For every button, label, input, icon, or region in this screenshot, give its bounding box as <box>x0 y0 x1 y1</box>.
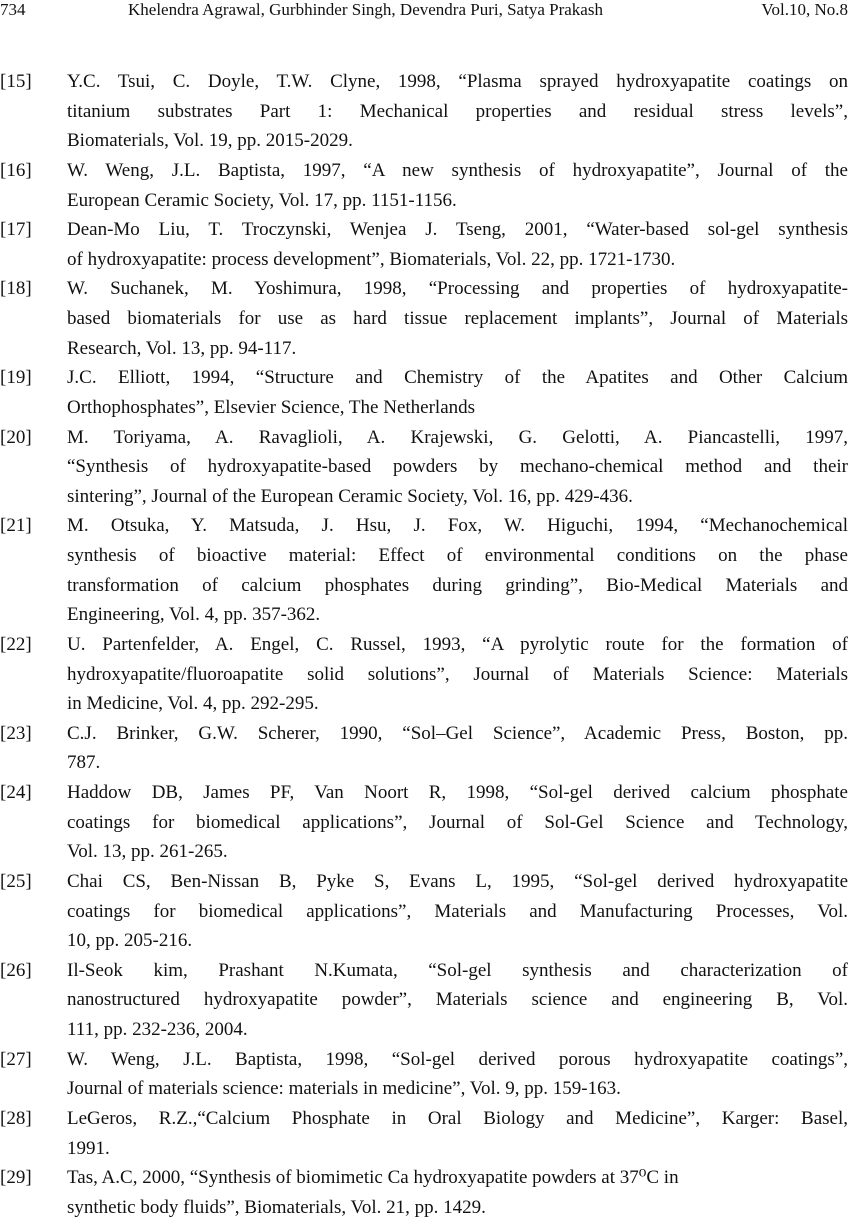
reference-text-line: Journal of materials science: materials in medicine”, Vol. 9, pp. 159-163. <box>67 1078 621 1100</box>
reference-item <box>0 630 848 719</box>
reference-text-line: J.C. Elliott, 1994, “Structure and Chemistry of the Apatites and Other Calcium <box>67 367 848 389</box>
reference-text-line: Orthophosphates”, Elsevier Science, The Netherlands <box>67 396 476 418</box>
reference-number: [19] <box>0 367 32 389</box>
reference-number: [16] <box>0 159 32 181</box>
reference-text-line: synthesis of bioactive material: Effect of environmental conditions on the phase <box>67 545 848 566</box>
reference-item <box>0 778 848 867</box>
reference-text-line: nanostructured hydroxyapatite powder”, Materials science and engineering B, Vol. <box>67 989 848 1011</box>
reference-text-line: 787. <box>67 752 101 774</box>
reference-text-line: European Ceramic Society, Vol. 17, pp. 1151-1156. <box>67 189 457 211</box>
header-authors: Khelendra Agrawal, Gurbhinder Singh, Devendra Puri, Satya Prakash <box>128 0 603 19</box>
reference-text-line: W. Weng, J.L. Baptista, 1997, “A new synthesis of hydroxyapatite”, Journal of the <box>67 159 848 181</box>
reference-text-line: in Medicine, Vol. 4, pp. 292-295. <box>67 693 319 715</box>
reference-number: [15] <box>0 71 32 92</box>
reference-number: [20] <box>0 426 32 448</box>
reference-list <box>0 67 848 1222</box>
reference-item <box>0 363 848 422</box>
reference-text-line: Engineering, Vol. 4, pp. 357-362. <box>67 604 321 626</box>
reference-number: [21] <box>0 515 32 537</box>
reference-text-line: coatings for biomedical applications”, Journal of Sol-Gel Science and Technology, <box>67 811 848 833</box>
reference-number: [23] <box>0 722 32 744</box>
reference-item <box>0 156 848 215</box>
reference-text-line: coatings for biomedical applications”, Materials and Manufacturing Processes, Vol. <box>67 900 848 922</box>
reference-text-line: hydroxyapatite/fluoroapatite solid solutions”, Journal of Materials Science: Materials <box>67 663 848 685</box>
reference-item <box>0 956 848 1045</box>
reference-item <box>0 1045 848 1104</box>
reference-item <box>0 719 848 778</box>
reference-number: [26] <box>0 959 32 981</box>
reference-item <box>0 1104 848 1163</box>
reference-text-line: sintering”, Journal of the European Ceramic Society, Vol. 16, pp. 429-436. <box>67 485 633 507</box>
reference-text-line: Y.C. Tsui, C. Doyle, T.W. Clyne, 1998, “Plasma sprayed hydroxyapatite coatings on <box>67 71 848 92</box>
reference-number: [22] <box>0 633 32 655</box>
reference-item <box>0 867 848 956</box>
reference-text-line: Dean-Mo Liu, T. Troczynski, Wenjea J. Tseng, 2001, “Water-based sol-gel synthesis <box>67 219 848 241</box>
reference-text-line: M. Otsuka, Y. Matsuda, J. Hsu, J. Fox, W. Higuchi, 1994, “Mechanochemical <box>67 515 848 537</box>
reference-text-line: Tas, A.C, 2000, “Synthesis of biomimetic Ca hydroxyapatite powders at 37⁰C in <box>67 1167 679 1189</box>
reference-text-line: transformation of calcium phosphates during grinding”, Bio-Medical Materials and <box>67 574 848 596</box>
reference-text-line: of hydroxyapatite: process development”, Biomaterials, Vol. 22, pp. 1721-1730. <box>67 248 676 270</box>
reference-text-line: synthetic body fluids”, Biomaterials, Vol. 21, pp. 1429. <box>67 1196 486 1218</box>
reference-text-line: U. Partenfelder, A. Engel, C. Russel, 1993, “A pyrolytic route for the formation of <box>67 633 848 655</box>
reference-number: [24] <box>0 782 32 803</box>
reference-text-line: Vol. 13, pp. 261-265. <box>67 841 228 863</box>
reference-number: [18] <box>0 278 32 300</box>
reference-item <box>0 423 848 512</box>
reference-item <box>0 1163 848 1222</box>
reference-text-line: LeGeros, R.Z.,“Calcium Phosphate in Oral Biology and Medicine”, Karger: Basel, <box>67 1107 848 1129</box>
reference-item <box>0 215 848 274</box>
reference-text-line: C.J. Brinker, G.W. Scherer, 1990, “Sol–Gel Science”, Academic Press, Boston, pp. <box>67 722 848 744</box>
reference-text-line: 1991. <box>67 1137 110 1159</box>
reference-text-line: titanium substrates Part 1: Mechanical properties and residual stress levels”, <box>67 100 848 122</box>
header-volume: Vol.10, No.8 <box>761 0 848 19</box>
reference-number: [28] <box>0 1107 32 1129</box>
reference-text-line: Biomaterials, Vol. 19, pp. 2015-2029. <box>67 130 353 152</box>
reference-text-line: 10, pp. 205-216. <box>67 930 193 952</box>
reference-text-line: W. Suchanek, M. Yoshimura, 1998, “Processing and properties of hydroxyapatite- <box>67 278 848 300</box>
reference-text-line: W. Weng, J.L. Baptista, 1998, “Sol-gel derived porous hydroxyapatite coatings”, <box>67 1048 848 1070</box>
reference-text-line: Il-Seok kim, Prashant N.Kumata, “Sol-gel synthesis and characterization of <box>67 959 848 981</box>
reference-text-line: based biomaterials for use as hard tissue replacement implants”, Journal of Materials <box>67 308 848 329</box>
reference-item <box>0 511 848 630</box>
reference-text-line: Research, Vol. 13, pp. 94-117. <box>67 337 297 359</box>
reference-number: [29] <box>0 1167 32 1189</box>
reference-text-line: 111, pp. 232-236, 2004. <box>67 1019 248 1040</box>
running-header <box>0 0 848 21</box>
reference-item <box>0 67 848 156</box>
reference-number: [27] <box>0 1048 32 1070</box>
reference-number: [25] <box>0 870 32 892</box>
reference-text-line: “Synthesis of hydroxyapatite-based powders by mechano-chemical method and their <box>67 456 848 478</box>
reference-text-line: Chai CS, Ben-Nissan B, Pyke S, Evans L, 1995, “Sol-gel derived hydroxyapatite <box>67 870 848 892</box>
reference-number: [17] <box>0 219 32 241</box>
reference-text-line: M. Toriyama, A. Ravaglioli, A. Krajewski, G. Gelotti, A. Piancastelli, 1997, <box>67 426 848 448</box>
reference-item <box>0 274 848 363</box>
page-number: 734 <box>0 0 26 19</box>
reference-text-line: Haddow DB, James PF, Van Noort R, 1998, “Sol-gel derived calcium phosphate <box>67 782 848 803</box>
